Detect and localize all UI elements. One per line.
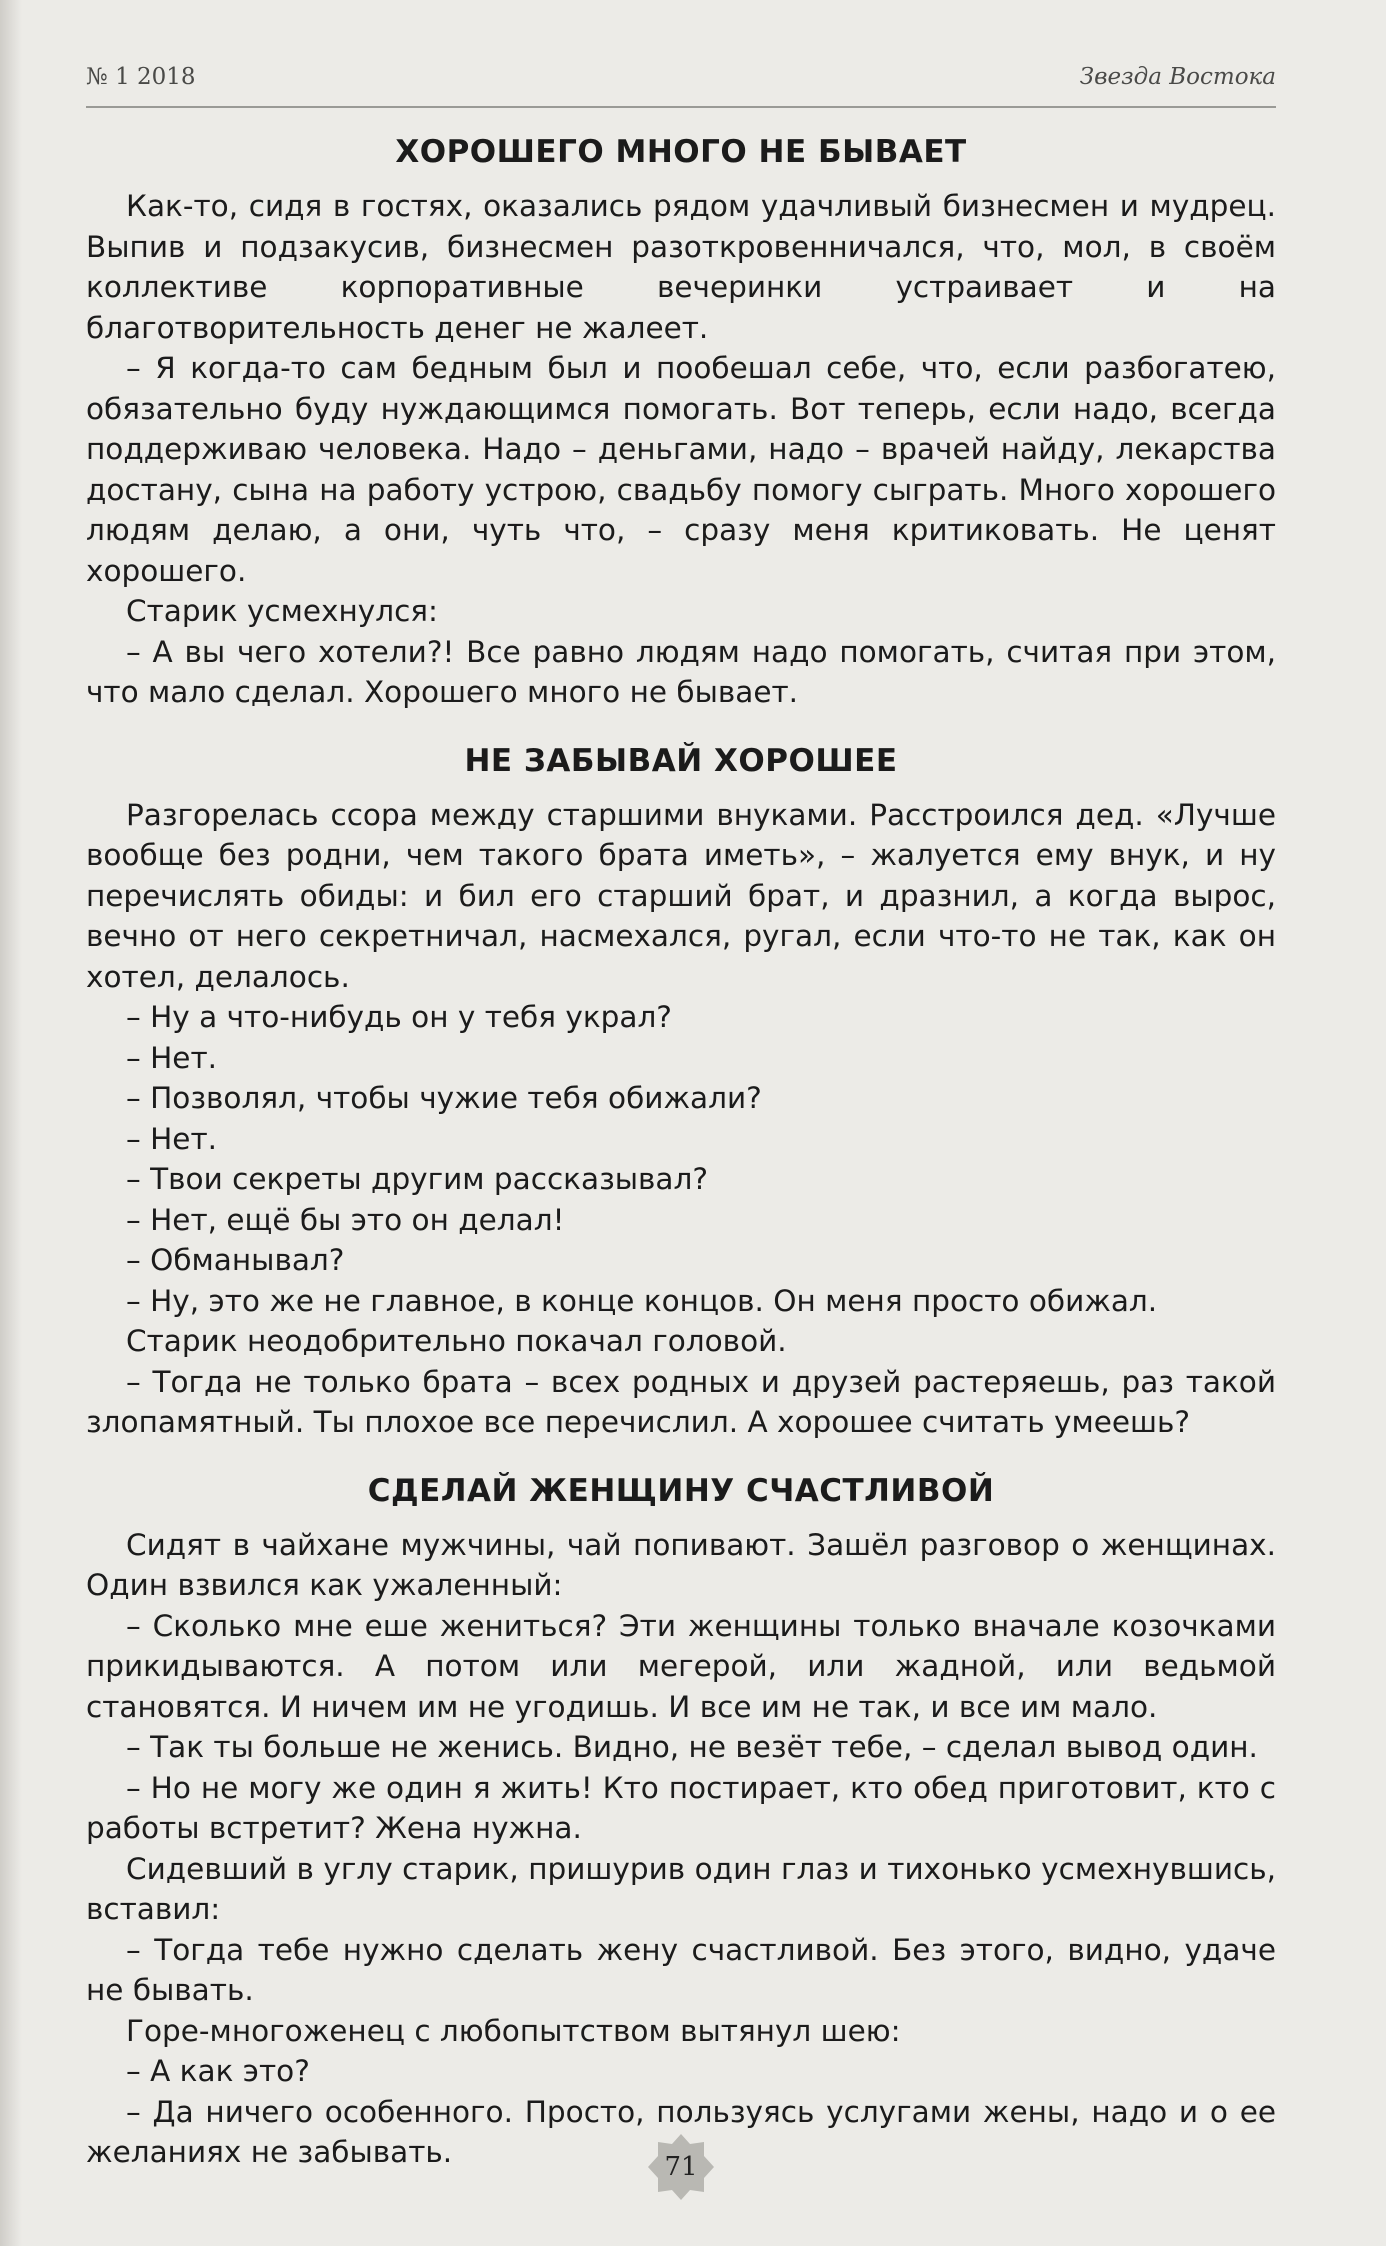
story-paragraph: – Нет. (126, 1121, 218, 1156)
issue-label: № 1 2018 (86, 64, 196, 90)
story-paragraph: – Ну, это же не главное, в конце концов. Он меня просто обижал. (126, 1283, 1158, 1318)
story-3 (86, 1473, 1276, 2173)
page-number: 71 (664, 2152, 698, 2182)
story-paragraph: – Я когда-то сам бедным был и пообешал себе, что, если разбогатею, обязательно буду нуждающимся помогать. Вот теперь, если надо, всегда поддерживаю человека. Надо – деньгами, надо – врачей найду, лекарства достану, сына на работу устрою, свадьбу помогу сыграть. Много хорошего людям делаю, а они, чуть что, – сразу меня критиковать. Не ценят хорошего. (86, 351, 1276, 588)
running-header (86, 62, 1276, 108)
story-paragraph: – Нет. (126, 1040, 218, 1075)
story-paragraph: – Так ты больше не женись. Видно, не везёт тебе, – сделал вывод один. (126, 1730, 1258, 1764)
journal-name: Звезда Востока (1079, 64, 1276, 90)
story-paragraph: – Твои секреты другим рассказывал? (126, 1162, 709, 1196)
story-paragraph: Разгорелась ссора между старшими внуками. Расстроился дед. «Лучше вообще без родни, чем такого брата иметь», – жалуется ему внук, и ну перечислять обиды: и бил его старший брат, и дразнил, а когда вырос, вечно от него секретничал, насмехался, ругал, если что-то не так, как он хотел, делалось. (86, 797, 1276, 994)
story-paragraph: – Обманывал? (126, 1243, 345, 1277)
story-paragraph: – А как это? (126, 2054, 310, 2088)
story-title: ХОРОШЕГО МНОГО НЕ БЫВАЕТ (395, 134, 967, 170)
story-paragraph: Сидят в чайхане мужчины, чай попивают. Зашёл разговор о женщинах. Один взвился как ужаленный: (86, 1527, 1276, 1602)
document-page (86, 62, 1276, 2202)
story-title: СДЕЛАЙ ЖЕНЩИНУ СЧАСТЛИВОЙ (367, 1472, 995, 1509)
story-paragraph: – Сколько мне еше жениться? Эти женщины только вначале козочками прикидываются. А потом или мегерой, или жадной, или ведьмой становятся. И ничем им не угодишь. И все им не так, и все им мало. (86, 1608, 1276, 1724)
story-paragraph: Старик неодобрительно покачал головой. (126, 1324, 787, 1358)
page-gutter-shadow (0, 0, 22, 2246)
story-paragraph: – А вы чего хотели?! Все равно людям надо помогать, считая при этом, что мало сделал. Хорошего много не бывает. (86, 634, 1276, 709)
story-paragraph: – Нет, ещё бы это он делал! (126, 1202, 565, 1237)
story-1 (86, 134, 1276, 713)
story-paragraph: – Тогда тебе нужно сделать жену счастливой. Без этого, видно, удаче не бывать. (86, 1932, 1276, 2007)
story-paragraph: Горе-многоженец с любопытством вытянул шею: (126, 2013, 901, 2048)
page-number-badge (646, 2132, 716, 2202)
story-title: НЕ ЗАБЫВАЙ ХОРОШЕЕ (464, 742, 898, 779)
story-paragraph: – Но не могу же один я жить! Кто постирает, кто обед приготовит, кто с работы встретит? Жена нужна. (86, 1770, 1276, 1845)
story-paragraph: – Тогда не только брата – всех родных и друзей растеряешь, раз такой злопамятный. Ты плохое все перечислил. А хорошее считать умеешь? (86, 1364, 1276, 1439)
story-paragraph: – Да ничего особенного. Просто, пользуясь услугами жены, надо и о ее желаниях не забывать. (86, 2094, 1276, 2169)
story-paragraph: – Позволял, чтобы чужие тебя обижали? (126, 1081, 762, 1115)
story-2 (86, 743, 1276, 1443)
story-paragraph: – Ну а что-нибудь он у тебя украл? (126, 1000, 672, 1034)
story-paragraph: Старик усмехнулся: (126, 594, 438, 628)
story-paragraph: Как-то, сидя в гостях, оказались рядом удачливый бизнесмен и мудрец. Выпив и подзакусив, бизнесмен разоткровенничался, что, мол, в своём коллективе корпоративные вечеринки устраивает и на благотворительность денег не жалеет. (86, 189, 1276, 345)
story-paragraph: Сидевший в углу старик, пришурив один глаз и тихонько усмехнувшись, вставил: (86, 1851, 1276, 1926)
